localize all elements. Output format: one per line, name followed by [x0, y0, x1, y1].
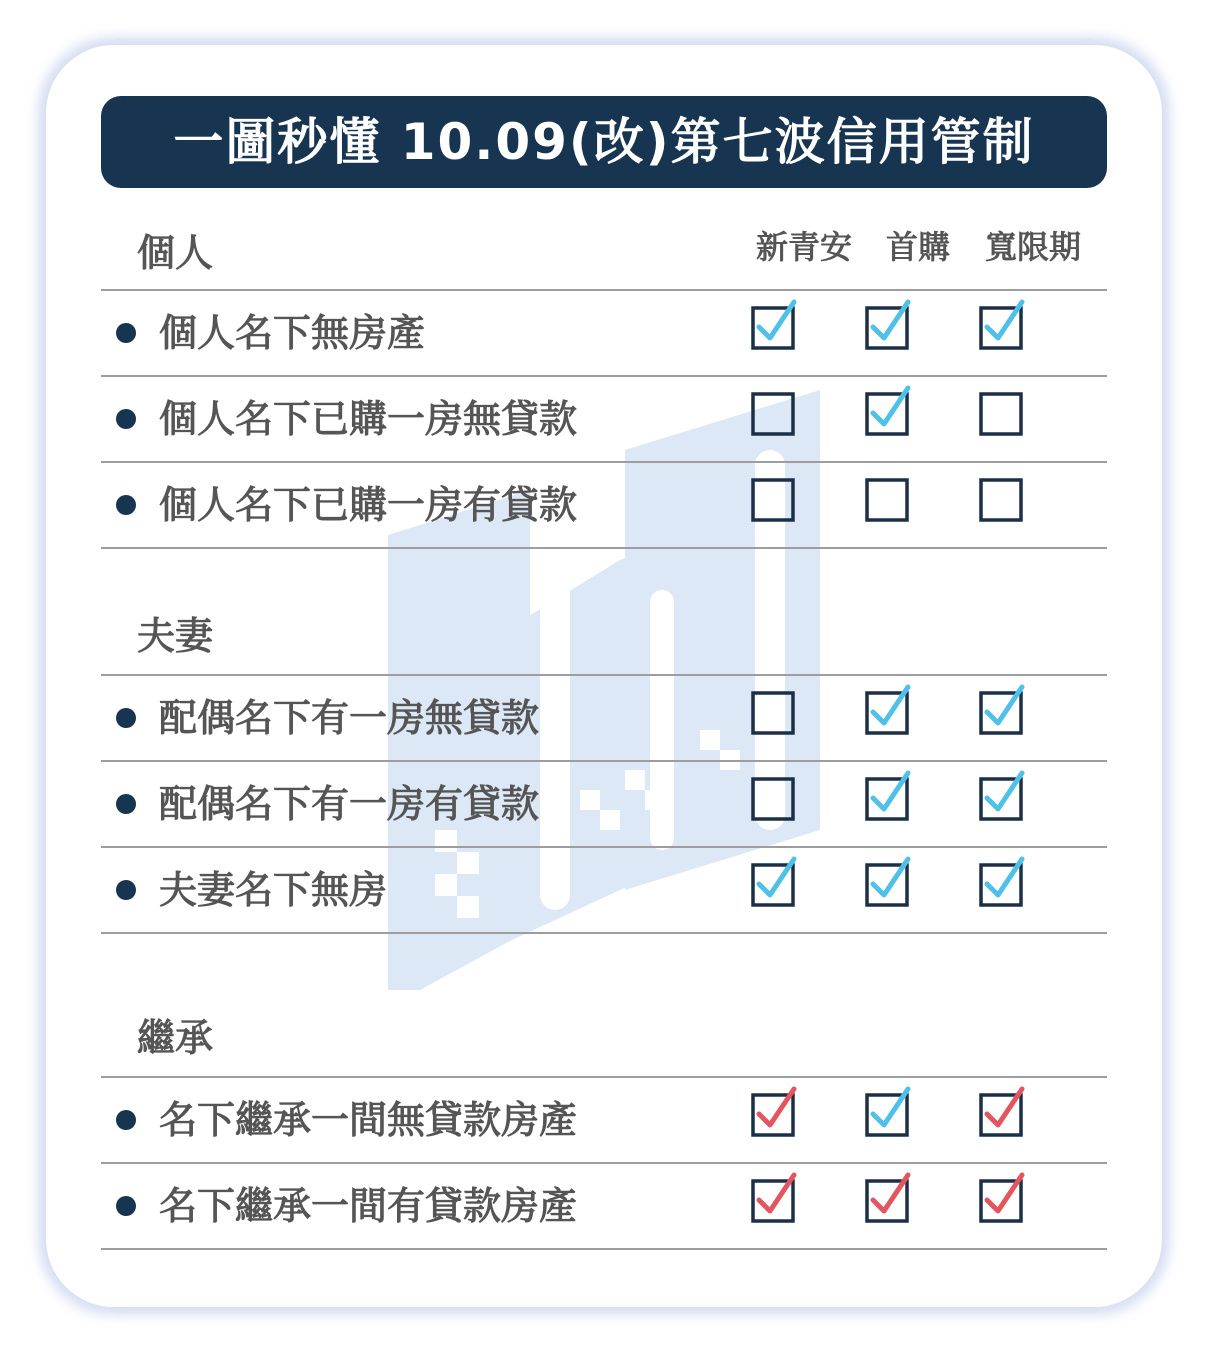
bullet-icon — [116, 794, 136, 814]
column-header-new-youth: 新青安 — [755, 228, 852, 266]
section-title: 夫妻 — [137, 614, 214, 658]
checkbox-empty-icon — [972, 467, 1032, 527]
row-label: 配偶名下有一房無貸款 — [159, 696, 540, 740]
table-row — [101, 1164, 1107, 1248]
bullet-icon — [116, 880, 136, 900]
checkbox-checked-blue-icon — [744, 852, 804, 912]
row-label: 個人名下無房產 — [159, 311, 426, 355]
checkbox-empty-icon — [744, 381, 804, 441]
checkbox-checked-red-icon — [744, 1168, 804, 1228]
table-row — [101, 848, 1107, 932]
column-header-first-purchase: 首購 — [885, 228, 950, 266]
bullet-icon — [116, 495, 136, 515]
checkbox-checked-blue-icon — [858, 852, 918, 912]
table-row — [101, 1078, 1107, 1162]
bullet-icon — [116, 1196, 136, 1216]
checkbox-checked-red-icon — [972, 1168, 1032, 1228]
checkbox-empty-icon — [744, 766, 804, 826]
checkbox-checked-blue-icon — [744, 295, 804, 355]
checkbox-checked-red-icon — [972, 1082, 1032, 1142]
table-row — [101, 377, 1107, 461]
checkbox-empty-icon — [744, 467, 804, 527]
section-title: 繼承 — [137, 1016, 214, 1060]
section-title: 個人 — [137, 231, 214, 275]
checkbox-checked-blue-icon — [972, 852, 1032, 912]
table-row — [101, 762, 1107, 846]
checkbox-checked-blue-icon — [858, 295, 918, 355]
row-label: 個人名下已購一房有貸款 — [159, 483, 578, 527]
checkbox-checked-red-icon — [744, 1082, 804, 1142]
page-title: 一圖秒懂 10.09(改)第七波信用管制 — [101, 96, 1107, 188]
table-row — [101, 463, 1107, 547]
bullet-icon — [116, 323, 136, 343]
divider — [101, 547, 1107, 549]
checkbox-checked-red-icon — [858, 1168, 918, 1228]
row-label: 名下繼承一間有貸款房產 — [159, 1184, 578, 1228]
divider — [101, 932, 1107, 934]
row-label: 配偶名下有一房有貸款 — [159, 782, 540, 826]
checkbox-checked-blue-icon — [858, 680, 918, 740]
row-label: 名下繼承一間無貸款房產 — [159, 1098, 578, 1142]
checkbox-checked-blue-icon — [972, 680, 1032, 740]
checkbox-empty-icon — [858, 467, 918, 527]
row-label: 夫妻名下無房 — [159, 868, 388, 912]
table-row — [101, 291, 1107, 375]
divider — [101, 1248, 1107, 1250]
checkbox-checked-blue-icon — [972, 295, 1032, 355]
bullet-icon — [116, 409, 136, 429]
checkbox-checked-blue-icon — [858, 1082, 918, 1142]
checkbox-empty-icon — [972, 381, 1032, 441]
checkbox-empty-icon — [744, 680, 804, 740]
checkbox-checked-blue-icon — [972, 766, 1032, 826]
column-header-grace-period: 寬限期 — [984, 228, 1081, 266]
bullet-icon — [116, 1110, 136, 1130]
row-label: 個人名下已購一房無貸款 — [159, 397, 578, 441]
checkbox-checked-blue-icon — [858, 766, 918, 826]
bullet-icon — [116, 708, 136, 728]
table-row — [101, 676, 1107, 760]
checkbox-checked-blue-icon — [858, 381, 918, 441]
